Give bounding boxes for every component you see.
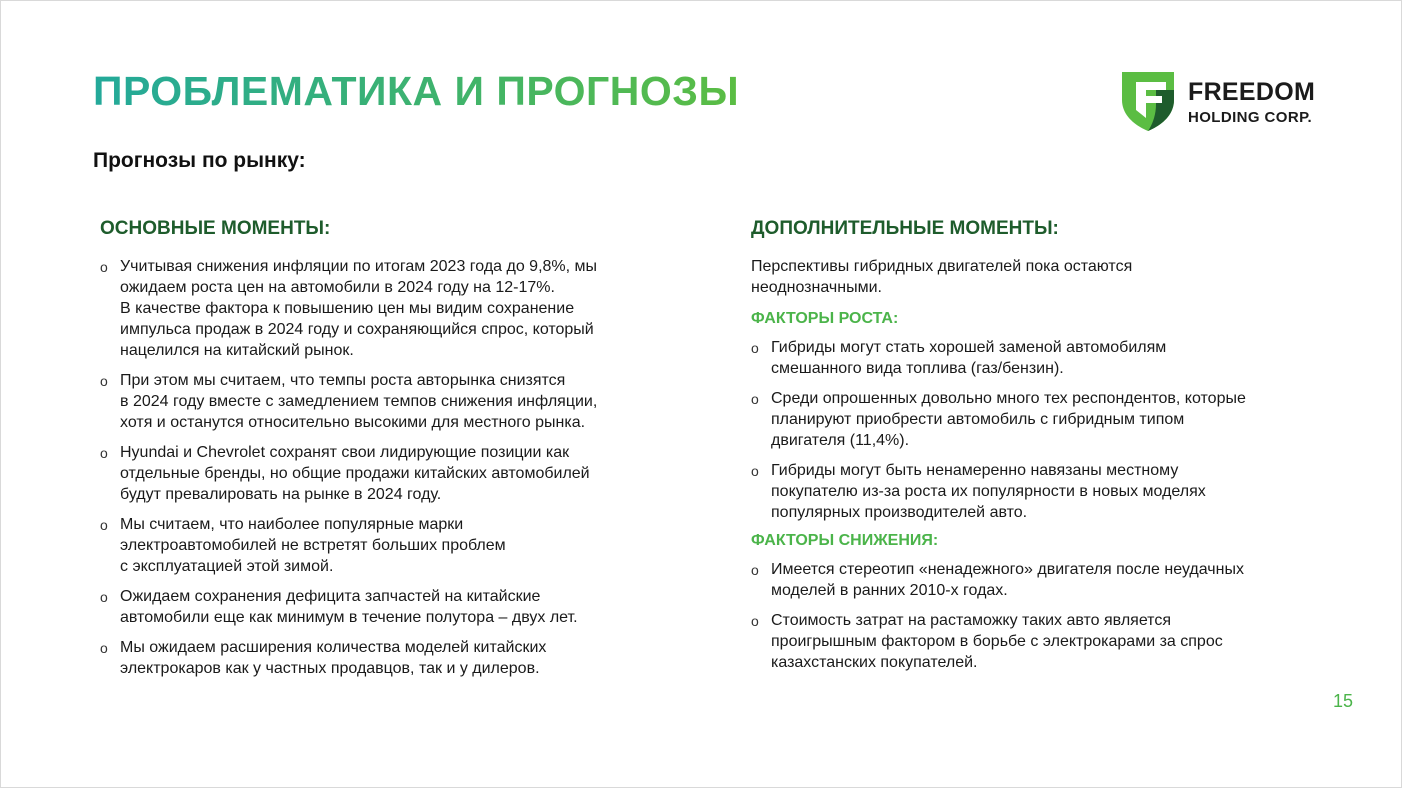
text-line: будут превалировать на рынке в 2024 году. [120,486,442,503]
main-points-column [100,218,700,688]
page-subtitle: Прогнозы по рынку: [93,149,306,172]
text-line: с эксплуатацией этой зимой. [120,558,334,575]
text-line: Учитывая снижения инфляции по итогам 2023 года до 9,8%, мы [120,258,598,275]
text-line: Гибриды могут стать хорошей заменой автомобилям [771,339,1167,356]
list-item [100,370,700,433]
text-line: планируют приобрести автомобиль с гибридным типом [771,411,1185,428]
additional-points-heading: ДОПОЛНИТЕЛЬНЫЕ МОМЕНТЫ: [751,218,1059,239]
bullet-circle-icon: o [751,562,759,578]
text-line: отдельные бренды, но общие продажи китайских автомобилей [120,465,590,482]
text-line: двигателя (11,4%). [771,432,910,449]
text-line: Мы считаем, что наиболее популярные марки [120,516,464,533]
bullet-circle-icon: o [100,640,108,656]
bullet-circle-icon: o [751,340,759,356]
company-logo [1120,70,1340,134]
additional-points-column [751,218,1341,682]
list-item [751,610,1341,673]
page-number: 15 [1333,691,1354,711]
page-title: ПРОБЛЕМАТИКА И ПРОГНОЗЫ [93,68,740,114]
list-item [100,256,700,361]
growth-factors-list [751,337,1341,523]
list-item [751,388,1341,451]
bullet-circle-icon: o [751,391,759,407]
list-item [751,337,1341,379]
list-item [751,460,1341,523]
text-line: Hyundai и Chevrolet сохранят свои лидирующие позиции как [120,444,570,461]
text-line: неоднозначными. [751,279,882,296]
bullet-circle-icon: o [100,445,108,461]
text-line: популярных производителей авто. [771,504,1028,521]
bullet-circle-icon: o [100,259,108,275]
text-line: моделей в ранних 2010-х годах. [771,582,1008,599]
text-line: электрокаров как у частных продавцов, так и у дилеров. [120,660,540,677]
list-item [100,586,700,628]
growth-factors-heading: ФАКТОРЫ РОСТА: [751,310,899,327]
text-line: Гибриды могут быть ненамеренно навязаны местному [771,462,1179,479]
text-line: Среди опрошенных довольно много тех респондентов, которые [771,390,1246,407]
bullet-circle-icon: o [751,613,759,629]
text-line: нацелился на китайский рынок. [120,342,354,359]
text-line: в 2024 году вместе с замедлением темпов снижения инфляции, [120,393,598,410]
decline-factors-heading: ФАКТОРЫ СНИЖЕНИЯ: [751,532,939,549]
bullet-circle-icon: o [100,373,108,389]
text-line: При этом мы считаем, что темпы роста авторынка снизятся [120,372,566,389]
main-points-list [100,256,700,679]
text-line: ожидаем роста цен на автомобили в 2024 году на 12-17%. [120,279,555,296]
list-item [100,442,700,505]
hybrid-intro-text [751,256,1341,298]
logo-text-freedom: FREEDOM [1188,78,1316,106]
text-line: автомобили еще как минимум в течение полутора – двух лет. [120,609,578,626]
text-line: покупателю из-за роста их популярности в новых моделях [771,483,1206,500]
bullet-circle-icon: o [100,517,108,533]
bullet-circle-icon: o [751,463,759,479]
list-item [751,559,1341,601]
list-item [100,514,700,577]
freedom-shield-logo-icon [1120,70,1176,132]
text-line: Ожидаем сохранения дефицита запчастей на китайские [120,588,541,605]
bullet-circle-icon: o [100,589,108,605]
text-line: проигрышным фактором в борьбе с электрокарами за спрос [771,633,1223,650]
main-points-heading: ОСНОВНЫЕ МОМЕНТЫ: [100,218,331,239]
text-line: Мы ожидаем расширения количества моделей китайских [120,639,547,656]
logo-text-holding: HOLDING CORP. [1188,109,1313,126]
text-line: импульса продаж в 2024 году и сохраняющийся спрос, который [120,321,594,338]
text-line: электроавтомобилей не встретят больших проблем [120,537,506,554]
list-item [100,637,700,679]
text-line: В качестве фактора к повышению цен мы видим сохранение [120,300,575,317]
text-line: смешанного вида топлива (газ/бензин). [771,360,1064,377]
decline-factors-list [751,559,1341,673]
text-line: Стоимость затрат на растаможку таких авто является [771,612,1171,629]
text-line: казахстанских покупателей. [771,654,978,671]
text-line: хотя и останутся относительно высокими для местного рынка. [120,414,586,431]
text-line: Перспективы гибридных двигателей пока остаются [751,258,1133,275]
text-line: Имеется стереотип «ненадежного» двигателя после неудачных [771,561,1244,578]
